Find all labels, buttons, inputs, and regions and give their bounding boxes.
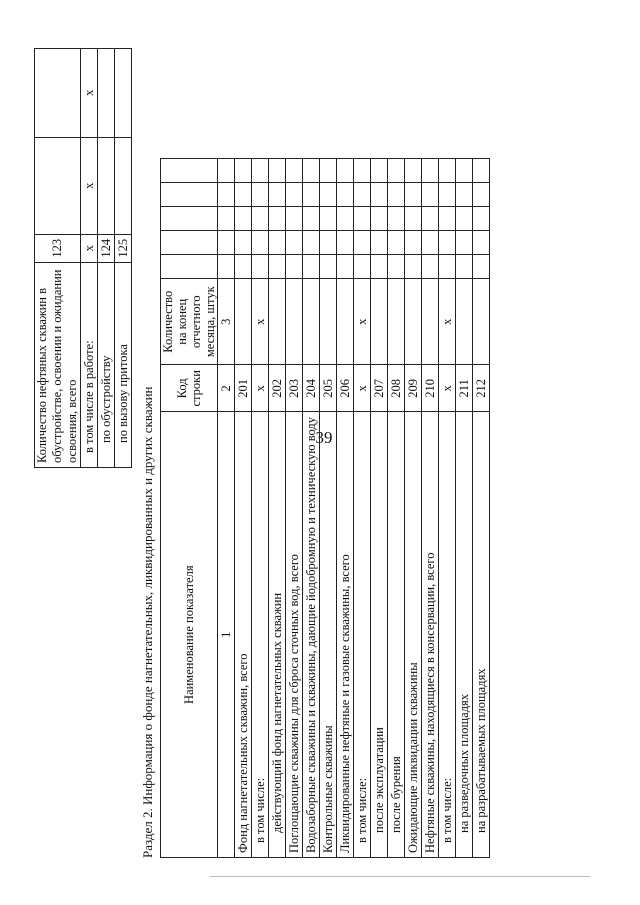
empty-cell — [371, 159, 388, 183]
empty-cell — [320, 183, 337, 207]
empty-cell — [456, 255, 473, 279]
empty-cell — [337, 159, 354, 183]
row-label: в том числе: — [354, 412, 371, 858]
empty-cell — [303, 231, 320, 255]
table-row — [439, 159, 456, 858]
row-code: 210 — [422, 365, 439, 412]
empty-cell — [371, 207, 388, 231]
header-code: Код строки — [161, 365, 218, 412]
row-value — [35, 137, 81, 234]
empty-cell — [371, 255, 388, 279]
empty-cell — [161, 231, 218, 255]
table-row — [354, 159, 371, 858]
table-row — [115, 49, 132, 468]
row-value: x — [81, 49, 98, 138]
empty-cell — [286, 231, 303, 255]
empty-cell — [218, 207, 235, 231]
empty-cell — [161, 255, 218, 279]
row-value — [98, 49, 115, 138]
empty-cell — [269, 255, 286, 279]
empty-cell — [473, 159, 490, 183]
row-code: x — [439, 365, 456, 412]
row-qty — [405, 279, 422, 365]
empty-cell — [354, 207, 371, 231]
empty-cell — [439, 231, 456, 255]
empty-cell — [354, 231, 371, 255]
row-label: Количество нефтяных скважин в обустройстве, освоении и ожидании освоения, всего — [35, 262, 81, 467]
empty-cell — [235, 159, 252, 183]
empty-cell — [388, 159, 405, 183]
empty-cell — [320, 255, 337, 279]
empty-cell — [161, 159, 218, 183]
row-code: 207 — [371, 365, 388, 412]
empty-cell — [439, 255, 456, 279]
empty-cell — [388, 207, 405, 231]
empty-cell — [235, 231, 252, 255]
empty-cell — [405, 207, 422, 231]
table-row — [422, 159, 439, 858]
empty-cell — [269, 207, 286, 231]
row-qty — [388, 279, 405, 365]
row-qty: x — [354, 279, 371, 365]
empty-cell — [354, 183, 371, 207]
table-row — [371, 159, 388, 858]
row-value — [115, 137, 132, 234]
row-qty — [473, 279, 490, 365]
scan-artifact-line — [210, 876, 590, 877]
empty-cell — [235, 207, 252, 231]
empty-cell — [405, 231, 422, 255]
row-code: 208 — [388, 365, 405, 412]
row-code: x — [252, 365, 269, 412]
empty-cell — [439, 207, 456, 231]
table-row — [286, 159, 303, 858]
row-label: по вызову притока — [115, 262, 132, 467]
empty-cell — [303, 255, 320, 279]
table-row — [303, 159, 320, 858]
row-label: Водозаборные скважины и скважины, дающие йодобромную и техническую воду — [303, 412, 320, 858]
row-label: по обустройству — [98, 262, 115, 467]
row-qty — [303, 279, 320, 365]
empty-cell — [218, 159, 235, 183]
empty-cell — [286, 207, 303, 231]
table-row — [456, 159, 473, 858]
empty-cell — [252, 255, 269, 279]
row-value — [35, 49, 81, 138]
col-number-2: 2 — [218, 365, 235, 412]
empty-cell — [218, 231, 235, 255]
empty-cell — [388, 255, 405, 279]
row-value — [115, 49, 132, 138]
empty-cell — [337, 183, 354, 207]
empty-cell — [218, 255, 235, 279]
empty-cell — [269, 231, 286, 255]
row-label: Ликвидированные нефтяные и газовые скважины, всего — [337, 412, 354, 858]
empty-cell — [473, 255, 490, 279]
empty-cell — [286, 183, 303, 207]
empty-cell — [405, 183, 422, 207]
rotated-content — [0, 8, 640, 868]
empty-cell — [286, 255, 303, 279]
empty-cell — [422, 183, 439, 207]
table-row — [405, 159, 422, 858]
empty-cell — [371, 231, 388, 255]
section-2-title: Раздел 2. Информация о фонде нагнетательных, ликвидированных и других скважин — [140, 386, 155, 858]
row-label: Фонд нагнетательных скважин, всего — [235, 412, 252, 858]
row-label: в том числе: — [252, 412, 269, 858]
empty-cell — [252, 207, 269, 231]
empty-cell — [388, 231, 405, 255]
row-code: x — [354, 365, 371, 412]
row-qty — [269, 279, 286, 365]
row-code: 124 — [98, 234, 115, 262]
table-row — [473, 159, 490, 858]
table-row — [320, 159, 337, 858]
empty-cell — [473, 231, 490, 255]
empty-cell — [456, 183, 473, 207]
empty-cell — [422, 159, 439, 183]
empty-cell — [405, 159, 422, 183]
empty-cell — [320, 207, 337, 231]
row-label: на разведочных площадях — [456, 412, 473, 858]
empty-cell — [252, 231, 269, 255]
row-code: 201 — [235, 365, 252, 412]
empty-cell — [303, 159, 320, 183]
empty-cell — [439, 183, 456, 207]
empty-cell — [422, 255, 439, 279]
row-code: 212 — [473, 365, 490, 412]
row-code: 209 — [405, 365, 422, 412]
empty-cell — [405, 255, 422, 279]
row-label: на разрабатываемых площадях — [473, 412, 490, 858]
header-name: Наименование показателя — [161, 412, 218, 858]
empty-cell — [286, 159, 303, 183]
row-code: 204 — [303, 365, 320, 412]
empty-cell — [422, 231, 439, 255]
empty-cell — [320, 231, 337, 255]
row-qty — [456, 279, 473, 365]
empty-cell — [320, 159, 337, 183]
row-value — [98, 137, 115, 234]
col-number-1: 1 — [218, 412, 235, 858]
row-code: 203 — [286, 365, 303, 412]
empty-cell — [218, 183, 235, 207]
empty-cell — [456, 231, 473, 255]
row-value: x — [81, 137, 98, 234]
row-qty — [320, 279, 337, 365]
row-qty — [337, 279, 354, 365]
empty-cell — [161, 183, 218, 207]
row-qty: x — [252, 279, 269, 365]
empty-cell — [371, 183, 388, 207]
table-row — [252, 159, 269, 858]
header-qty: Количество на конец отчетного месяца, штук — [161, 279, 218, 365]
row-code: x — [81, 234, 98, 262]
row-code: 123 — [35, 234, 81, 262]
empty-cell — [473, 207, 490, 231]
empty-cell — [235, 255, 252, 279]
row-code: 211 — [456, 365, 473, 412]
empty-cell — [456, 207, 473, 231]
row-qty — [422, 279, 439, 365]
table-row — [81, 49, 98, 468]
col-number-3: 3 — [218, 279, 235, 365]
row-code: 205 — [320, 365, 337, 412]
empty-cell — [235, 183, 252, 207]
wells-development-table — [34, 48, 132, 468]
empty-cell — [354, 255, 371, 279]
empty-cell — [354, 159, 371, 183]
table-row — [269, 159, 286, 858]
row-code: 206 — [337, 365, 354, 412]
row-label: после бурения — [388, 412, 405, 858]
empty-cell — [422, 207, 439, 231]
empty-cell — [269, 183, 286, 207]
page-number: 39 — [315, 428, 333, 447]
row-label: в том числе: — [439, 412, 456, 858]
empty-cell — [303, 183, 320, 207]
table-row — [388, 159, 405, 858]
row-qty: x — [439, 279, 456, 365]
empty-cell — [388, 183, 405, 207]
empty-cell — [456, 159, 473, 183]
table-row — [35, 49, 81, 468]
row-qty — [371, 279, 388, 365]
row-label: Нефтяные скважины, находящиеся в консервации, всего — [422, 412, 439, 858]
row-code: 125 — [115, 234, 132, 262]
wells-fund-table — [160, 158, 490, 858]
table-row — [235, 159, 252, 858]
numbering-row — [218, 159, 235, 858]
row-qty — [286, 279, 303, 365]
empty-cell — [269, 159, 286, 183]
row-label: после эксплуатации — [371, 412, 388, 858]
row-label: Поглощающие скважины для сброса сточных вод, всего — [286, 412, 303, 858]
row-label: в том числе в работе: — [81, 262, 98, 467]
empty-cell — [303, 207, 320, 231]
row-label: действующий фонд нагнетательных скважин — [269, 412, 286, 858]
empty-cell — [439, 159, 456, 183]
empty-cell — [252, 183, 269, 207]
empty-cell — [337, 255, 354, 279]
empty-cell — [337, 207, 354, 231]
empty-cell — [161, 207, 218, 231]
row-label: Контрольные скважины — [320, 412, 337, 858]
empty-cell — [337, 231, 354, 255]
row-label: Ожидающие ликвидации скважины — [405, 412, 422, 858]
empty-cell — [473, 183, 490, 207]
table-header-row — [161, 159, 218, 858]
empty-cell — [252, 159, 269, 183]
row-code: 202 — [269, 365, 286, 412]
table-row — [337, 159, 354, 858]
table-row — [98, 49, 115, 468]
row-qty — [235, 279, 252, 365]
